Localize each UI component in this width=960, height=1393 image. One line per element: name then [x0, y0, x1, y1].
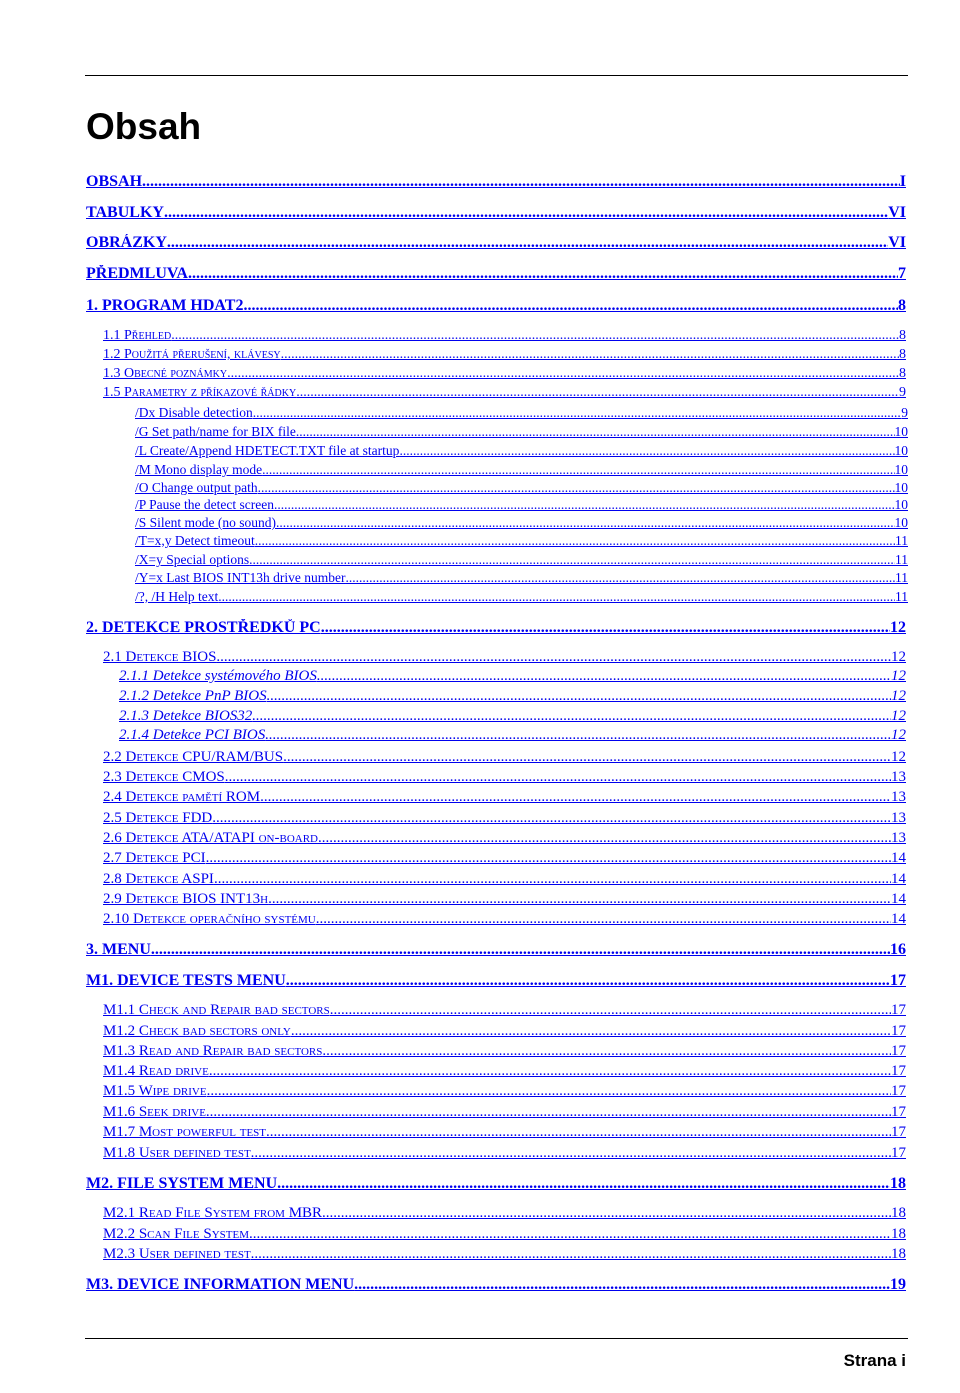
- toc-dot-leader: [214, 871, 891, 888]
- toc-entry-title: 2.2 Detekce CPU/RAM/BUS: [103, 749, 284, 765]
- toc-entry-page: 12: [891, 708, 906, 724]
- toc-entry-title: M1.4 Read drive: [103, 1063, 209, 1079]
- toc-dot-leader: [268, 891, 891, 908]
- toc-entry-page: 11: [895, 533, 908, 548]
- toc-entry-title: M1.6 Seek drive: [103, 1104, 206, 1120]
- toc-entry-title: 2.1.1 Detekce systémového BIOS: [119, 668, 317, 684]
- toc-entry-title: M3. DEVICE INFORMATION MENU: [86, 1276, 355, 1293]
- toc-entry-title: 2.5 Detekce FDD: [103, 810, 213, 826]
- toc-entry-title: M1.3 Read and Repair bad sectors: [103, 1043, 323, 1059]
- toc-entry[interactable]: [103, 1124, 906, 1141]
- toc-entry-page: 17: [891, 1104, 906, 1120]
- toc-entry[interactable]: [103, 1145, 906, 1162]
- toc-dot-leader: [249, 1226, 891, 1243]
- toc-dot-leader: [216, 649, 891, 666]
- toc-entry[interactable]: [103, 911, 906, 928]
- toc-dot-leader: [283, 749, 891, 766]
- toc-entry[interactable]: [103, 385, 906, 401]
- toc-entry[interactable]: [103, 749, 906, 766]
- toc-entry[interactable]: [103, 347, 906, 363]
- toc-dot-leader: [243, 297, 898, 315]
- toc-dot-leader: [260, 789, 891, 806]
- toc-entry-page: 11: [895, 589, 908, 604]
- toc-dot-leader: [317, 668, 891, 685]
- toc-entry[interactable]: [135, 480, 908, 496]
- toc-dot-leader: [399, 443, 894, 459]
- toc-entry-title: M1. DEVICE TESTS MENU: [86, 972, 286, 989]
- toc-entry[interactable]: [103, 1246, 906, 1263]
- toc-entry-title: OBRÁZKY: [86, 234, 167, 251]
- toc-entry-page: VI: [888, 204, 906, 221]
- toc-entry-page: 10: [894, 480, 908, 495]
- toc-dot-leader: [151, 941, 890, 959]
- toc-dot-leader: [209, 1063, 891, 1080]
- toc-entry-title: /G Set path/name for BIX file: [135, 424, 296, 439]
- page-number-footer: Strana i: [843, 1351, 906, 1370]
- toc-entry-title: /Dx Disable detection: [135, 405, 253, 420]
- toc-entry-page: 14: [891, 850, 906, 866]
- toc-entry-page: 8: [899, 347, 906, 362]
- toc-entry-title: M1.8 User defined test: [103, 1145, 251, 1161]
- toc-entry-page: 12: [891, 727, 906, 743]
- toc-entry-page: 12: [890, 619, 906, 636]
- toc-dot-leader: [252, 708, 891, 725]
- toc-entry-title: 1. PROGRAM HDAT2: [86, 297, 244, 314]
- toc-entry-page: 18: [891, 1246, 906, 1262]
- toc-dot-leader: [249, 552, 895, 568]
- toc-dot-leader: [225, 769, 891, 786]
- toc-entry-title: 1.1 Přehled: [103, 328, 172, 343]
- toc-entry-page: 17: [890, 972, 906, 989]
- toc-dot-leader: [321, 619, 890, 637]
- toc-entry-title: /Y=x Last BIOS INT13h drive number: [135, 570, 346, 585]
- toc-entry-page: 9: [901, 405, 908, 420]
- toc-dot-leader: [267, 688, 891, 705]
- toc-entry-page: 12: [891, 668, 906, 684]
- toc-entry[interactable]: [103, 1226, 906, 1243]
- toc-entry-page: 17: [891, 1002, 906, 1018]
- toc-entry[interactable]: [135, 405, 908, 421]
- toc-entry-title: TABULKY: [86, 204, 164, 221]
- toc-entry-page: 8: [899, 366, 906, 381]
- toc-entry[interactable]: [103, 1002, 906, 1019]
- toc-entry[interactable]: [86, 297, 906, 315]
- toc-entry-title: M2.2 Scan File System: [103, 1226, 249, 1242]
- toc-entry[interactable]: [103, 891, 906, 908]
- toc-entry[interactable]: [86, 972, 906, 990]
- toc-entry[interactable]: [103, 328, 906, 344]
- toc-dot-leader: [258, 480, 895, 496]
- toc-entry-page: 10: [894, 497, 908, 512]
- toc-entry-page: 14: [891, 911, 906, 927]
- toc-entry[interactable]: [135, 443, 908, 459]
- toc-dot-leader: [253, 405, 902, 421]
- toc-entry[interactable]: [103, 871, 906, 888]
- toc-dot-leader: [330, 1002, 891, 1019]
- toc-entry-title: 2.3 Detekce CMOS: [103, 769, 225, 785]
- toc-entry[interactable]: [103, 1023, 906, 1040]
- toc-entry-title: 2.10 Detekce operačního systému: [103, 911, 316, 927]
- toc-entry-title: /S Silent mode (no sound): [135, 515, 276, 530]
- toc-entry[interactable]: [86, 1276, 906, 1294]
- toc-dot-leader: [207, 1083, 891, 1100]
- toc-entry-page: 10: [894, 443, 908, 458]
- toc-entry-page: 8: [899, 328, 906, 343]
- toc-entry-title: 1.2 Použitá přerušení, klávesy: [103, 347, 281, 362]
- toc-entry[interactable]: [135, 497, 908, 513]
- toc-entry[interactable]: [86, 619, 906, 637]
- toc-entry[interactable]: [119, 688, 906, 705]
- toc-entry-page: 9: [899, 385, 906, 400]
- toc-entry-page: 17: [891, 1124, 906, 1140]
- toc-entry-page: 16: [890, 941, 906, 958]
- toc-entry-title: 2.1.4 Detekce PCI BIOS: [119, 727, 266, 743]
- toc-entry-title: 2.6 Detekce ATA/ATAPI on-board: [103, 830, 318, 846]
- toc-entry[interactable]: [103, 810, 906, 827]
- toc-dot-leader: [276, 515, 895, 531]
- toc-dot-leader: [206, 1104, 891, 1121]
- toc-dot-leader: [322, 1205, 891, 1222]
- toc-entry-page: 19: [890, 1276, 906, 1293]
- toc-entry-title: /?, /H Help text: [135, 589, 219, 604]
- toc-dot-leader: [266, 1124, 891, 1141]
- toc-entry[interactable]: [103, 1104, 906, 1121]
- toc-dot-leader: [218, 589, 895, 605]
- toc-dot-leader: [345, 570, 895, 586]
- toc-entry-page: 7: [898, 265, 906, 282]
- toc-entry-title: 2.1 Detekce BIOS: [103, 649, 217, 665]
- toc-entry-page: 11: [895, 552, 908, 567]
- toc-dot-leader: [286, 972, 890, 990]
- toc-entry-page: 17: [891, 1023, 906, 1039]
- toc-dot-leader: [212, 810, 891, 827]
- toc-entry-page: 18: [890, 1175, 906, 1192]
- toc-dot-leader: [277, 1175, 890, 1193]
- toc-entry-title: 2.4 Detekce pamětí ROM: [103, 789, 261, 805]
- toc-dot-leader: [316, 911, 891, 928]
- toc-entry-title: /M Mono display mode: [135, 462, 263, 477]
- toc-entry-page: 13: [891, 830, 906, 846]
- toc-entry-title: 2.9 Detekce BIOS INT13h: [103, 891, 269, 907]
- toc-entry-page: 17: [891, 1043, 906, 1059]
- toc-dot-leader: [296, 385, 899, 401]
- toc-entry[interactable]: [119, 668, 906, 685]
- toc-entry-title: M2.3 User defined test: [103, 1246, 251, 1262]
- toc-entry[interactable]: [103, 830, 906, 847]
- toc-dot-leader: [142, 173, 900, 191]
- toc-entry[interactable]: [135, 570, 908, 586]
- toc-dot-leader: [322, 1043, 891, 1060]
- toc-entry[interactable]: [135, 533, 908, 549]
- toc-dot-leader: [274, 497, 895, 513]
- toc-entry-title: M1.1 Check and Repair bad sectors: [103, 1002, 330, 1018]
- toc-entry[interactable]: [103, 366, 906, 382]
- toc-entry-page: 17: [891, 1063, 906, 1079]
- footer-rule: [85, 1338, 908, 1339]
- toc-entry-page: 13: [891, 810, 906, 826]
- toc-dot-leader: [171, 328, 899, 344]
- toc-entry-page: 18: [891, 1226, 906, 1242]
- toc-entry-title: /O Change output path: [135, 480, 258, 495]
- toc-entry[interactable]: [103, 649, 906, 666]
- toc-entry-title: M1.2 Check bad sectors only: [103, 1023, 291, 1039]
- toc-dot-leader: [265, 727, 891, 744]
- toc-entry-title: 1.5 Parametry z příkazové řádky: [103, 385, 297, 400]
- toc-entry-page: VI: [888, 234, 906, 251]
- toc-entry-page: 10: [894, 515, 908, 530]
- toc-entry-page: 14: [891, 871, 906, 887]
- toc-entry-page: 13: [891, 769, 906, 785]
- toc-entry-page: 12: [891, 688, 906, 704]
- toc-dot-leader: [167, 234, 888, 252]
- toc-entry-page: 17: [891, 1145, 906, 1161]
- toc-entry-title: /L Create/Append HDETECT.TXT file at startup: [135, 443, 400, 458]
- toc-dot-leader: [227, 366, 899, 382]
- toc-dot-leader: [255, 533, 895, 549]
- toc-entry[interactable]: [103, 789, 906, 806]
- toc-entry[interactable]: [135, 552, 908, 568]
- toc-entry-page: 12: [891, 749, 906, 765]
- toc-entry-page: I: [899, 173, 906, 190]
- toc-dot-leader: [206, 850, 891, 867]
- toc-entry[interactable]: [103, 1063, 906, 1080]
- toc-entry-title: M1.7 Most powerful test: [103, 1124, 267, 1140]
- toc-entry[interactable]: [135, 589, 908, 605]
- toc-dot-leader: [188, 265, 898, 283]
- toc-dot-leader: [251, 1246, 891, 1263]
- toc-entry-title: M2. FILE SYSTEM MENU: [86, 1175, 278, 1192]
- toc-dot-leader: [318, 830, 891, 847]
- toc-entry-title: 1.3 Obecné poznámky: [103, 366, 228, 381]
- toc-entry-page: 14: [891, 891, 906, 907]
- toc-entry[interactable]: [86, 173, 906, 191]
- page-title: Obsah: [86, 106, 202, 147]
- toc-dot-leader: [354, 1276, 890, 1294]
- toc-dot-leader: [262, 462, 894, 478]
- toc-entry-page: 12: [891, 649, 906, 665]
- toc-entry-page: 8: [898, 297, 906, 314]
- toc-entry-page: 13: [891, 789, 906, 805]
- toc-entry-page: 10: [894, 424, 908, 439]
- toc-entry[interactable]: [103, 1043, 906, 1060]
- toc-entry-title: 2.1.2 Detekce PnP BIOS: [119, 688, 267, 704]
- toc-dot-leader: [281, 347, 899, 363]
- toc-entry[interactable]: [119, 708, 906, 725]
- toc-entry[interactable]: [119, 727, 906, 744]
- toc-entry-page: 17: [891, 1083, 906, 1099]
- toc-dot-leader: [251, 1145, 891, 1162]
- toc-entry[interactable]: [86, 941, 906, 959]
- toc-entry[interactable]: [86, 234, 906, 252]
- toc-entry[interactable]: [86, 1175, 906, 1193]
- toc-entry-page: 18: [891, 1205, 906, 1221]
- toc-entry[interactable]: [86, 265, 906, 283]
- toc-entry[interactable]: [103, 1205, 906, 1222]
- toc-entry-title: /P Pause the detect screen: [135, 497, 274, 512]
- toc-entry[interactable]: [103, 850, 906, 867]
- toc-entry-title: 2.8 Detekce ASPI: [103, 871, 214, 887]
- toc-entry-title: M2.1 Read File System from MBR: [103, 1205, 323, 1221]
- toc-entry[interactable]: [86, 204, 906, 222]
- toc-entry-title: M1.5 Wipe drive: [103, 1083, 207, 1099]
- toc-entry[interactable]: [135, 424, 908, 440]
- toc-entry[interactable]: [135, 515, 908, 531]
- toc-entry-title: 2. DETEKCE PROSTŘEDKŮ PC: [86, 619, 321, 636]
- toc-entry[interactable]: [135, 462, 908, 478]
- toc-entry-page: 11: [895, 570, 908, 585]
- toc-entry[interactable]: [103, 769, 906, 786]
- toc-entry-title: /T=x,y Detect timeout: [135, 533, 255, 548]
- toc-entry[interactable]: [103, 1083, 906, 1100]
- toc-entry-title: PŘEDMLUVA: [86, 265, 188, 282]
- toc-entry-title: 2.7 Detekce PCI: [103, 850, 206, 866]
- toc-entry-title: 2.1.3 Detekce BIOS32: [119, 708, 253, 724]
- toc-entry-title: OBSAH: [86, 173, 143, 190]
- toc-entry-title: /X=y Special options: [135, 552, 250, 567]
- toc-entry-page: 10: [894, 462, 908, 477]
- toc-dot-leader: [291, 1023, 891, 1040]
- toc-dot-leader: [296, 424, 895, 440]
- toc-entry-title: 3. MENU: [86, 941, 151, 958]
- toc-dot-leader: [164, 204, 888, 222]
